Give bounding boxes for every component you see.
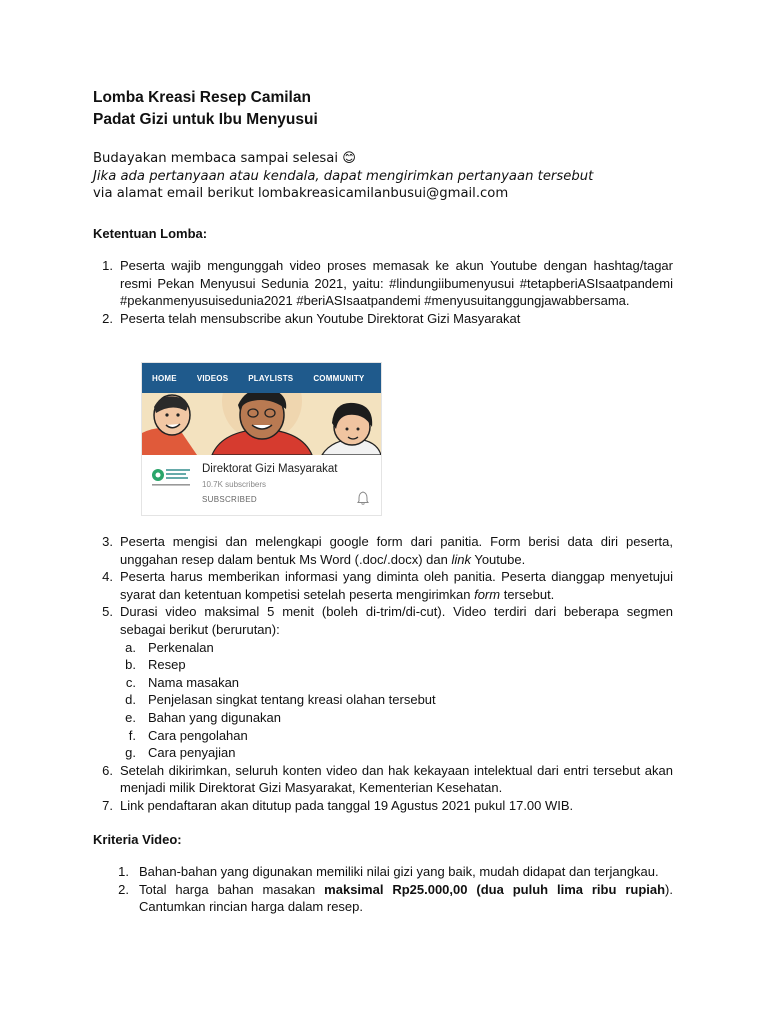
banner-people-illustration <box>142 393 381 455</box>
sublist-text: Penjelasan singkat tentang kreasi olahan tersebut <box>148 692 436 708</box>
sublist-letter: e. <box>125 709 136 725</box>
tab-home: HOME <box>152 373 177 383</box>
youtube-channel-nav <box>142 363 381 393</box>
sublist-item <box>120 639 673 657</box>
segment-sublist <box>120 639 673 762</box>
channel-info <box>142 455 381 515</box>
sublist-item <box>120 656 673 674</box>
sublist-letter: b. <box>125 657 136 673</box>
title-line-2: Padat Gizi untuk Ibu Menyusui <box>93 111 318 128</box>
list-item <box>93 533 673 568</box>
sublist-item <box>120 691 673 709</box>
list-item-text: Peserta mengisi dan melengkapi google form dari panitia. Form berisi data diri peserta, unggahan resep dalam bentuk Ms Word (.doc/.docx) dan <box>120 534 673 567</box>
list-item <box>93 881 673 916</box>
list-item-text: Peserta telah mensubscribe akun Youtube Direktorat Gizi Masyarakat <box>120 310 521 326</box>
list-item <box>93 310 673 328</box>
list-item-text: Bahan-bahan yang digunakan memiliki nilai gizi yang baik, mudah didapat dan terjangkau. <box>139 864 659 879</box>
channel-banner-illustration <box>142 393 381 455</box>
sublist-letter: a. <box>125 639 136 655</box>
list-item-text: Peserta wajib mengunggah video proses memasak ke akun Youtube dengan hashtag/tagar resmi Pekan Menyusui Sedunia 2021, yaitu: #lindungiibumenyusui #tetapberiASIsaatpandemi #pekanmenyusuisedunia2021 #beriASIsaatpandemi #menyusuitanggungjawabbersama. <box>120 258 673 309</box>
intro-line-1: Budayakan membaca sampai selesai 😊 <box>93 151 356 166</box>
ketentuan-list-part2 <box>93 533 673 815</box>
intro-line-2: Jika ada pertanyaan atau kendala, dapat mengirimkan pertanyaan tersebut <box>93 168 594 184</box>
ketentuan-heading: Ketentuan Lomba: <box>93 226 208 241</box>
sublist-text: Cara penyajian <box>148 745 236 761</box>
list-number: 3. <box>102 534 113 549</box>
list-item-text: Total harga bahan masakan <box>139 881 325 897</box>
ketentuan-list-part1 <box>93 257 673 327</box>
list-item-text: Setelah dikirimkan, seluruh konten video dan hak kekayaan intelektual dari entri tersebut akan menjadi milik Direktorat Gizi Masyarakat, Kementerian Kesehatan. <box>120 762 673 796</box>
list-item-text: Youtube. <box>470 551 526 567</box>
sublist-letter: d. <box>125 692 136 708</box>
sublist-letter: g. <box>125 745 136 761</box>
subscriber-count: 10.7K subscribers <box>202 480 267 489</box>
list-number: 6. <box>102 762 113 778</box>
sublist-text: Resep <box>148 657 186 673</box>
list-item-text: Durasi video maksimal 5 menit (boleh di-trim/di-cut). Video terdiri dari beberapa segmen sebagai berikut (berurutan): <box>120 604 673 637</box>
tab-videos: VIDEOS <box>196 373 229 383</box>
list-item <box>93 797 673 815</box>
price-limit-bold: maksimal Rp25.000,00 (dua puluh lima ribu rupiah <box>324 881 666 897</box>
list-item-text: ). Cantumkan rincian harga dalam resep. <box>139 881 673 915</box>
subscribed-label: SUBSCRIBED <box>202 495 258 504</box>
tab-playlists: PLAYLISTS <box>248 373 294 383</box>
list-item-text: tersebut. <box>500 586 555 602</box>
list-item-text: Peserta harus memberikan informasi yang diminta oleh panitia. Peserta dianggap menyetujui syarat dan ketentuan kompetisi setelah peserta mengirimkan <box>120 569 673 602</box>
list-number: 1. <box>102 258 113 273</box>
list-item <box>93 257 673 310</box>
title-line-1: Lomba Kreasi Resep Camilan <box>93 89 311 106</box>
intro-line-3: via alamat email berikut lombakreasicamilanbusui@gmail.com <box>93 186 509 201</box>
sublist-item <box>120 709 673 727</box>
sublist-letter: f. <box>128 727 136 743</box>
list-item <box>93 863 673 881</box>
list-number: 2. <box>118 881 129 897</box>
kemenkes-logo-icon <box>150 465 194 491</box>
sublist-item <box>120 744 673 762</box>
bell-icon <box>357 491 369 505</box>
intro-paragraph <box>93 150 693 203</box>
sublist-letter: c. <box>125 674 136 690</box>
sublist-item <box>120 727 673 745</box>
sublist-text: Cara pengolahan <box>148 727 248 743</box>
sublist-text: Bahan yang digunakan <box>148 709 282 725</box>
document-title <box>93 87 318 131</box>
list-item <box>93 762 673 797</box>
youtube-channel-image <box>141 362 382 516</box>
list-number: 2. <box>102 310 113 326</box>
list-number: 4. <box>102 569 113 585</box>
sublist-item <box>120 674 673 692</box>
list-item <box>93 568 673 603</box>
kriteria-list <box>93 863 673 916</box>
channel-name: Direktorat Gizi Masyarakat <box>202 463 338 475</box>
list-number: 1. <box>118 864 129 879</box>
list-item-emphasis: link <box>451 551 471 567</box>
list-number: 5. <box>102 604 113 620</box>
sublist-text: Nama masakan <box>148 674 240 690</box>
list-item <box>93 603 673 761</box>
kriteria-heading: Kriteria Video: <box>93 832 182 847</box>
list-item-emphasis: form <box>474 586 501 602</box>
list-number: 7. <box>102 797 113 813</box>
tab-community: COMMUNITY <box>313 373 365 383</box>
sublist-text: Perkenalan <box>148 639 214 655</box>
list-item-text: Link pendaftaran akan ditutup pada tanggal 19 Agustus 2021 pukul 17.00 WIB. <box>120 797 574 813</box>
